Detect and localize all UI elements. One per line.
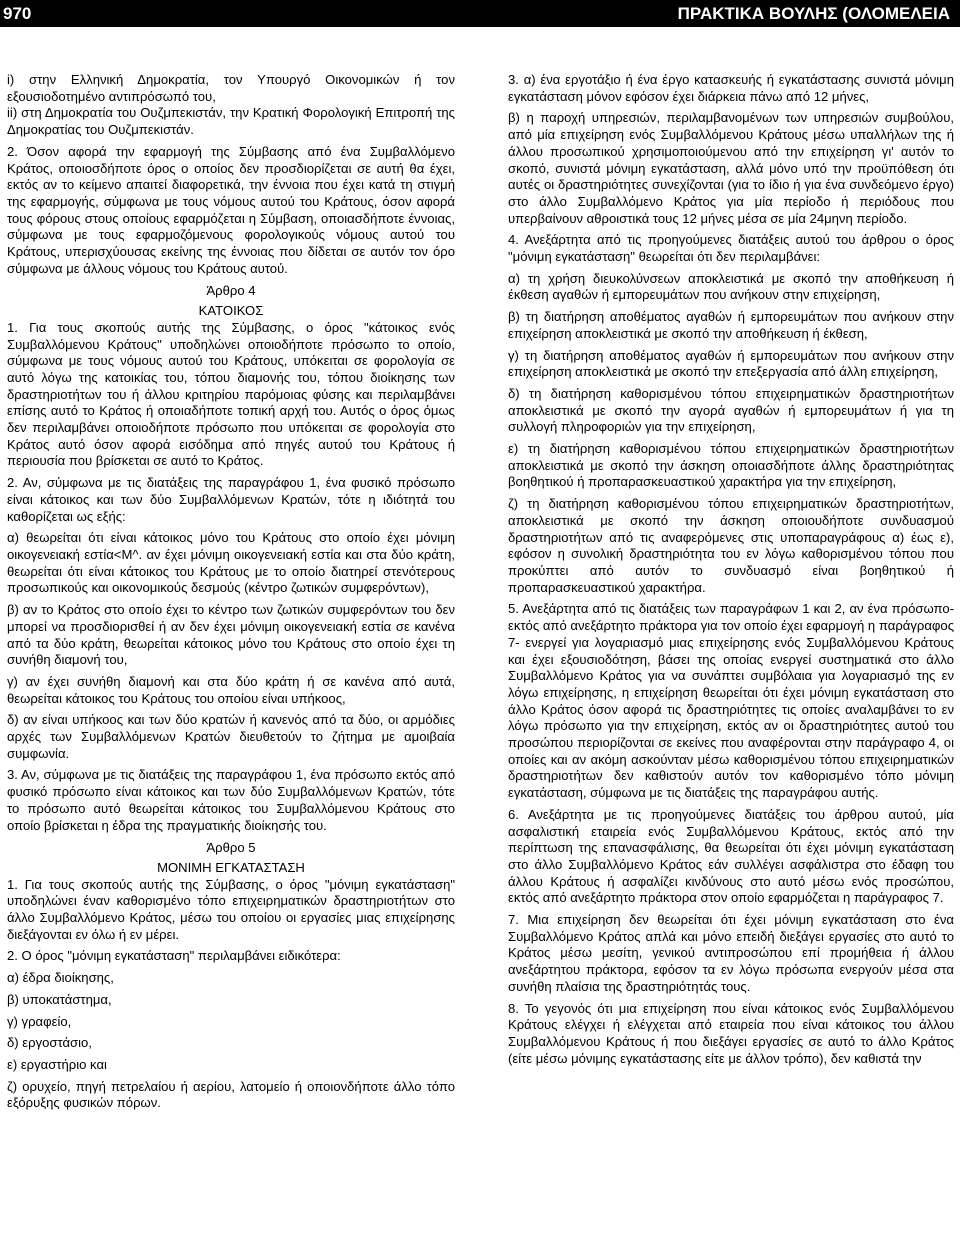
article-heading: Άρθρο 4	[206, 283, 256, 299]
paragraph: β) αν το Κράτος στο οποίο έχει το κέντρο των ζωτικών συμφερόντων του δεν μπορεί να προσδιορισθεί ή αν δεν έχει μόνιμη οικογενειακή εστία σε κανένα από τα δύο κράτη, θεωρείται κάτοικος μόνο του Κράτους στο οποίο έχει τη συνήθη διαμονή του,	[7, 602, 455, 668]
list-item: γ) τη διατήρηση αποθέματος αγαθών ή εμπορευμάτων που ανήκουν στην επιχείρηση αποκλειστικά με σκοπό την επεξεργασία από άλλη επιχείρηση,	[508, 347, 954, 380]
article-title: ΚΑΤΟΙΚΟΣ	[198, 303, 264, 319]
paragraph: γ) αν έχει συνήθη διαμονή και στα δύο κράτη ή σε κανένα από αυτά, θεωρείται κάτοικος του Κράτους του οποίου είναι υπήκοος,	[7, 673, 455, 706]
list-item: ζ) τη διατήρηση καθορισμένου τόπου επιχειρηματικών δραστηριοτήτων, αποκλειστικά με σκοπό την άσκηση οποιουδήποτε συνδυασμού δραστηριοτήτων από τις αναφερόμενες στις υποπαραγράφους α) έως ε), εφόσον η συνολική δραστηριότητα του εν λόγω καθορισμένου τόπου που προκύπτει από αυτόν το συνδυασμό είναι βοηθητικού ή προπαρασκευαστικού χαρακτήρα.	[508, 496, 954, 595]
article-heading: Άρθρο 5	[206, 840, 256, 856]
list-item: ζ) ορυχείο, πηγή πετρελαίου ή αερίου, λατομείο ή οποιονδήποτε άλλο τόπο εξόρυξης φυσικών πόρων.	[7, 1078, 455, 1111]
paragraph: 6. Ανεξάρτητα με τις προηγούμενες διατάξεις του άρθρου αυτού, μία ασφαλιστική εταιρεία ενός Συμβαλλόμενου Κράτους, εκτός από την περίπτωση της επανασφάλισης, θα θεωρείται ότι έχει μόνιμη εγκατάσταση στο άλλο Συμβαλλόμενο Κράτος εάν συλλέγει ασφάλιστρα στο έδαφη του άλλου Κράτους ή ασφαλίζει κινδύνους στο αυτό μέσω ενός προσώπου, εκτός από ανεξάρτητο πράκτορα στον οποίο εφαρμόζεται η παράγραφος 7.	[508, 806, 954, 906]
list-item: β) τη διατήρηση αποθέματος αγαθών ή εμπορευμάτων που ανήκουν στην επιχείρηση αποκλειστικά με σκοπό την αποθήκευση ή έκθεση,	[508, 309, 954, 341]
paragraph: 2. Αν, σύμφωνα με τις διατάξεις της παραγράφου 1, ένα φυσικό πρόσωπο είναι κάτοικος και των δύο Συμβαλλόμενων Κρατών, τότε η ιδιότητά του καθορίζεται ως εξής:	[7, 475, 455, 524]
paragraph: δ) αν είναι υπήκοος και των δύο κρατών ή κανενός από τα δύο, οι αρμόδιες αρχές των Συμβαλλόμενων Κρατών διευθετούν το ζήτημα με αμοιβαία συμφωνία.	[7, 712, 455, 761]
page-header-bar	[0, 0, 960, 27]
paragraph: 2. Όσον αφορά την εφαρμογή της Σύμβασης από ένα Συμβαλλόμενο Κράτος, οποιοσδήποτε όρος ο οποίος δεν προσδιορίζεται σε αυτή θα έχει, εκτός αν το κείμενο απαιτεί διαφορετικά, την έννοια που έχει κατά τη στιγμή της εφαρμογής, σύμφωνα με τους νόμους αυτού του Κράτους, όσον αφορά τους φόρους στους οποίους εφαρμόζεται η Σύμβαση, οποιασδήποτε έννοιας, σύμφωνα με τους εφαρμοζόμενους φορολογικούς νόμους αυτού του Κράτους, υπερισχύουσας εκείνης της έννοιας που δίδεται σε αυτόν τον όρο σύμφωνα με άλλους νόμους του Κράτους αυτού.	[7, 143, 455, 276]
right-column	[508, 72, 954, 1072]
list-item: δ) τη διατήρηση καθορισμένου τόπου επιχειρηματικών δραστηριοτήτων αποκλειστικά με σκοπό την αγορά αγαθών ή εμπορευμάτων ή για τη συλλογή πληροφοριών για την επιχείρηση,	[508, 385, 954, 435]
list-item: ε) τη διατήρηση καθορισμένου τόπου επιχειρηματικών δραστηριοτήτων αποκλειστικά με σκοπό την άσκηση οποιασδήποτε άλλης δραστηριότητας βοηθητικού ή προπαρασκευαστικού χαρακτήρα για την επιχείρηση,	[508, 441, 954, 490]
paragraph: 1. Για τους σκοπούς αυτής της Σύμβασης, ο όρος "μόνιμη εγκατάσταση" υποδηλώνει έναν καθορισμένο τόπο επιχειρηματικών δραστηριοτήτων στο άλλο Συμβαλλόμενο Κράτος, μέσω του οποίου οι εργασίες μιας επιχείρησης διεξάγονται εν όλω ή εν μέρει.	[7, 876, 455, 942]
article-title: ΜΟΝΙΜΗ ΕΓΚΑΤΑΣΤΑΣΗ	[157, 859, 305, 875]
paragraph: 1. Για τους σκοπούς αυτής της Σύμβασης, ο όρος "κάτοικος ενός Συμβαλλόμενου Κράτους" υποδηλώνει οποιοδήποτε πρόσωπο το οποίο, σύμφωνα με τους νόμους αυτού του Κράτους, υπόκειται σε φορολογία σε αυτό λόγω της κατοικίας του, τόπου διαμονής του, τόπου διοίκησης των δραστηριοτήτων του ή άλλου κριτηρίου παρόμοιας φύσης και περιλαμβάνει επίσης αυτό το Κράτος ή οποιαδήποτε τοπική αρχή του. Αυτός ο όρος όμως δεν περιλαμβάνει οποιοδήποτε πρόσωπο που υπόκειται σε φορολογία στο Κράτος αυτό όσον αφορά εισόδημα από πηγές αυτού του Κράτους ή περιουσία που βρίσκεται σε αυτό το Κράτος.	[7, 319, 455, 469]
list-item: δ) εργοστάσιο,	[7, 1035, 92, 1051]
list-item: γ) γραφείο,	[7, 1013, 72, 1029]
list-item: ε) εργαστήριο και	[7, 1056, 107, 1072]
left-column	[7, 72, 455, 1117]
paragraph: 4. Ανεξάρτητα από τις προηγούμενες διατάξεις αυτού του άρθρου ο όρος "μόνιμη εγκατάσταση" θεωρείται ότι δεν περιλαμβάνει:	[508, 232, 954, 265]
list-item: α) τη χρήση διευκολύνσεων αποκλειστικά με σκοπό την αποθήκευση ή έκθεση αγαθών ή εμπορευμάτων που ανήκουν στην επιχείρηση,	[508, 270, 954, 303]
list-item: α) έδρα διοίκησης,	[7, 970, 114, 986]
paragraph: 3. Αν, σύμφωνα με τις διατάξεις της παραγράφου 1, ένα πρόσωπο εκτός από φυσικό πρόσωπο είναι κάτοικος και των δύο Συμβαλλόμενων Κρατών, τότε το πρόσωπο αυτό θεωρείται κάτοικος του Συμβαλλόμενου Κράτους στο οποίο βρίσκεται η έδρα της πραγματικής διοίκησής του.	[7, 767, 455, 833]
paragraph: α) θεωρείται ότι είναι κάτοικος μόνο του Κράτους στο οποίο έχει μόνιμη οικογενειακή εστία<Μ^. αν έχει μόνιμη οικογενειακή εστία και στα δύο κράτη, θεωρείται ότι είναι κάτοικος του Κράτους με το οποίο διατηρεί στενότερους προσωπικούς και οικονομικούς δεσμούς (κέντρο ζωτικών συμφερόντων),	[7, 530, 455, 596]
paragraph: 7. Μια επιχείρηση δεν θεωρείται ότι έχει μόνιμη εγκατάσταση στο ένα Συμβαλλόμενο Κράτος απλά και μόνο επειδή διεξάγει εργασίες στο αυτό το Κράτος μέσω μεσίτη, γενικού αντιπροσώπου επί προμήθεια ή άλλου ανεξάρτητου πράκτορα, εφόσον τα εν λόγω πρόσωπα ενεργούν μέσα στα συνήθη πλαίσια της δραστηριότητάς τους.	[508, 912, 954, 994]
paragraph: 3. α) ένα εργοτάξιο ή ένα έργο κατασκευής ή εγκατάστασης συνιστά μόνιμη εγκατάσταση μόνον εφόσον έχει διάρκεια πάνω από 12 μήνες,	[508, 72, 954, 104]
paragraph: 5. Ανεξάρτητα από τις διατάξεις των παραγράφων 1 και 2, αν ένα πρόσωπο- εκτός από ανεξάρτητο πράκτορα για τον οποίο έχει εφαρμογή η παράγραφος 7- ενεργεί για λογαριασμό μιας επιχείρησης ενός Συμβαλλόμενου Κράτους και έχει εξουσιοδότηση, βάσει της οποίας ενεργεί συστηματικά στο άλλο Συμβαλλόμενο Κράτος για να συνάπτει συμβόλαια για λογαριασμό της εν λόγω επιχείρησης, η επιχείρηση θεωρείται ότι έχει μόνιμη εγκατάσταση στο άλλο Κράτος όσον αφορά τις δραστηριότητες τις οποίες αναλαμβάνει το εν λόγω πρόσωπο για την επιχείρηση, εκτός αν οι δραστηριότητες αυτού του προσώπου περιορίζονται σε εκείνες που αναφέρονται στην παράγραφο 4, οι οποίες και αν ακόμη ασκούνταν μέσω καθορισμένου τόπου επιχειρηματικών δραστηριοτήτων δεν καθιστούν αυτόν τον καθορισμένο τόπο μόνιμη εγκατάσταση, σύμφωνα με τις διατάξεις της παραγράφου αυτής.	[508, 601, 954, 801]
paragraph: ii) στη Δημοκρατία του Ουζμπεκιστάν, την Κρατική Φορολογική Επιτροπή της Δημοκρατίας του Ουζμπεκιστάν.	[7, 105, 455, 138]
list-item: β) υποκατάστημα,	[7, 991, 112, 1007]
paragraph: 2. Ο όρος "μόνιμη εγκατάσταση" περιλαμβάνει ειδικότερα:	[7, 948, 341, 964]
paragraph: 8. Το γεγονός ότι μια επιχείρηση που είναι κάτοικος ενός Συμβαλλόμενου Κράτους ελέγχει ή ελέγχεται από εταιρεία που είναι κάτοικος του άλλου Συμβαλλόμενου Κράτους ή που διεξάγει εργασίες σε αυτό το άλλο Κράτος (είτε μέσω μόνιμης εγκατάστασης είτε με άλλον τρόπο), δεν καθιστά την	[508, 1000, 954, 1066]
running-title: ΠΡΑΚΤΙΚΑ ΒΟΥΛΗΣ (ΟΛΟΜΕΛΕΙΑ	[677, 4, 950, 23]
paragraph: β) η παροχή υπηρεσιών, περιλαμβανομένων των υπηρεσιών συμβούλου, από μία επιχείρηση ενός Συμβαλλόμενου Κράτους μέσω υπαλλήλων της ή άλλου προσωπικού χρησιμοποιούμενου από την επιχείρηση γι' αυτόν το σκοπό, συνιστά μόνιμη εγκατάσταση, αλλά μόνο υπό την προϋπόθεση ότι αυτές οι δραστηριότητες συνεχίζονται (για το ίδιο ή για ένα συνδεόμενο έργο) στο άλλο Συμβαλλόμενο Κράτος για μία περίοδο ή περιόδους που υπερβαίνουν αθροιστικά τους 12 μήνες μέσα σε μία 24μηνη περίοδο.	[508, 110, 954, 226]
page-number: 970	[3, 4, 32, 23]
paragraph: i) στην Ελληνική Δημοκρατία, τον Υπουργό Οικονομικών ή τον εξουσιοδοτημένο αντιπρόσωπό του,	[7, 72, 455, 104]
